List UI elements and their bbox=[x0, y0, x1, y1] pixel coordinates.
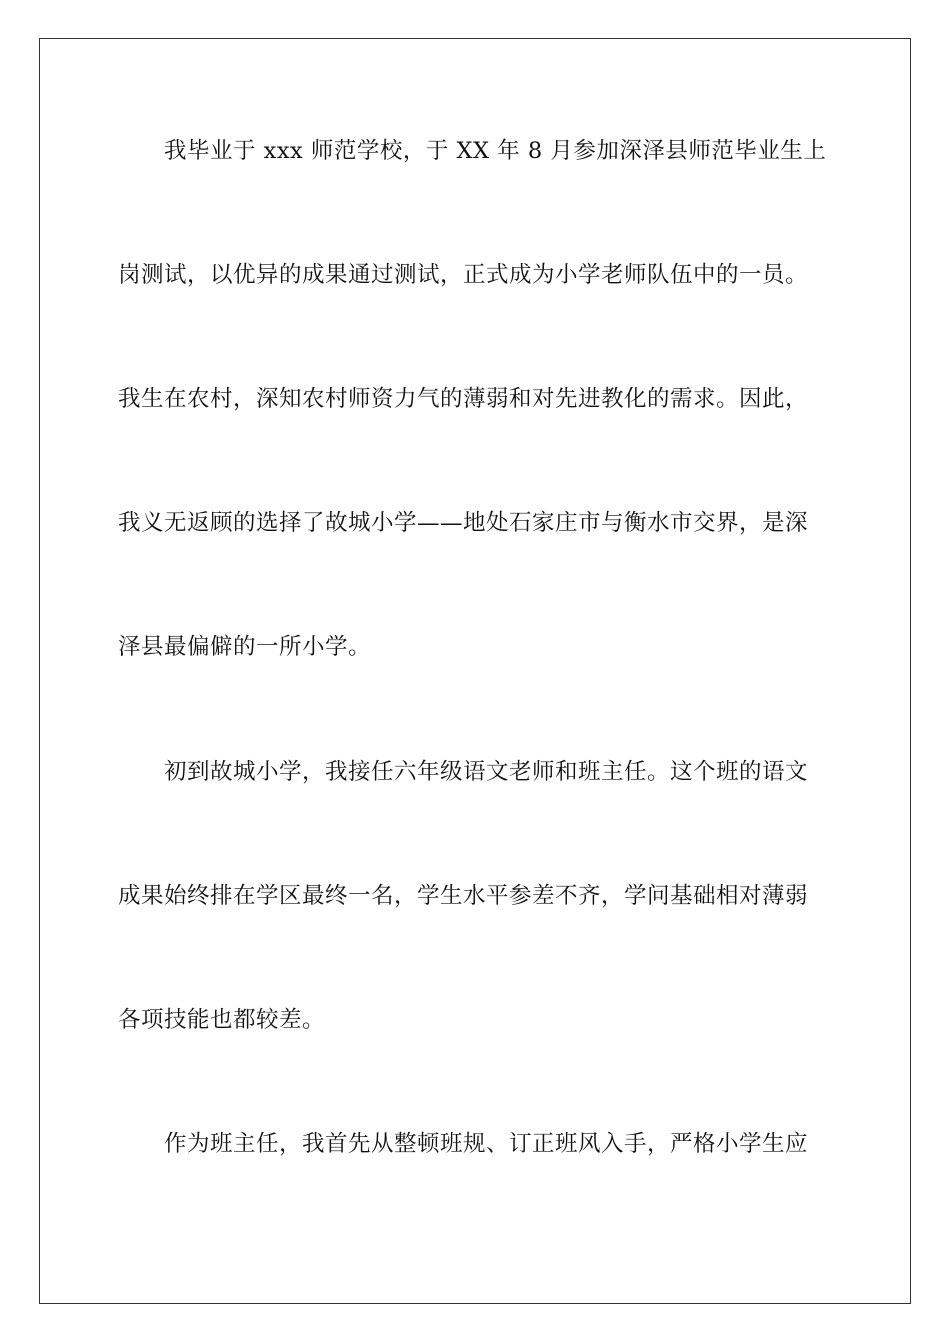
text-line-2: 岗测试，以优异的成果通过测试，正式成为小学老师队伍中的一员。 bbox=[118, 262, 809, 288]
text-line-1: 我毕业于 xxx 师范学校，于 XX 年 8 月参加深泽县师范毕业生上 bbox=[164, 138, 827, 164]
page-border bbox=[39, 38, 911, 1304]
text-line-3: 我生在农村，深知农村师资力气的薄弱和对先进教化的需求。因此， bbox=[118, 386, 809, 412]
text-line-7: 成果始终排在学区最终一名，学生水平参差不齐，学问基础相对薄弱 bbox=[118, 883, 809, 909]
text-line-9: 作为班主任，我首先从整顿班规、订正班风入手，严格小学生应 bbox=[164, 1131, 809, 1157]
text-line-5: 泽县最偏僻的一所小学。 bbox=[118, 634, 372, 660]
text-line-8: 各项技能也都较差。 bbox=[118, 1007, 326, 1033]
text-line-4: 我义无返顾的选择了故城小学——地处石家庄市与衡水市交界，是深 bbox=[118, 510, 809, 536]
text-line-6: 初到故城小学，我接任六年级语文老师和班主任。这个班的语文 bbox=[164, 759, 809, 785]
